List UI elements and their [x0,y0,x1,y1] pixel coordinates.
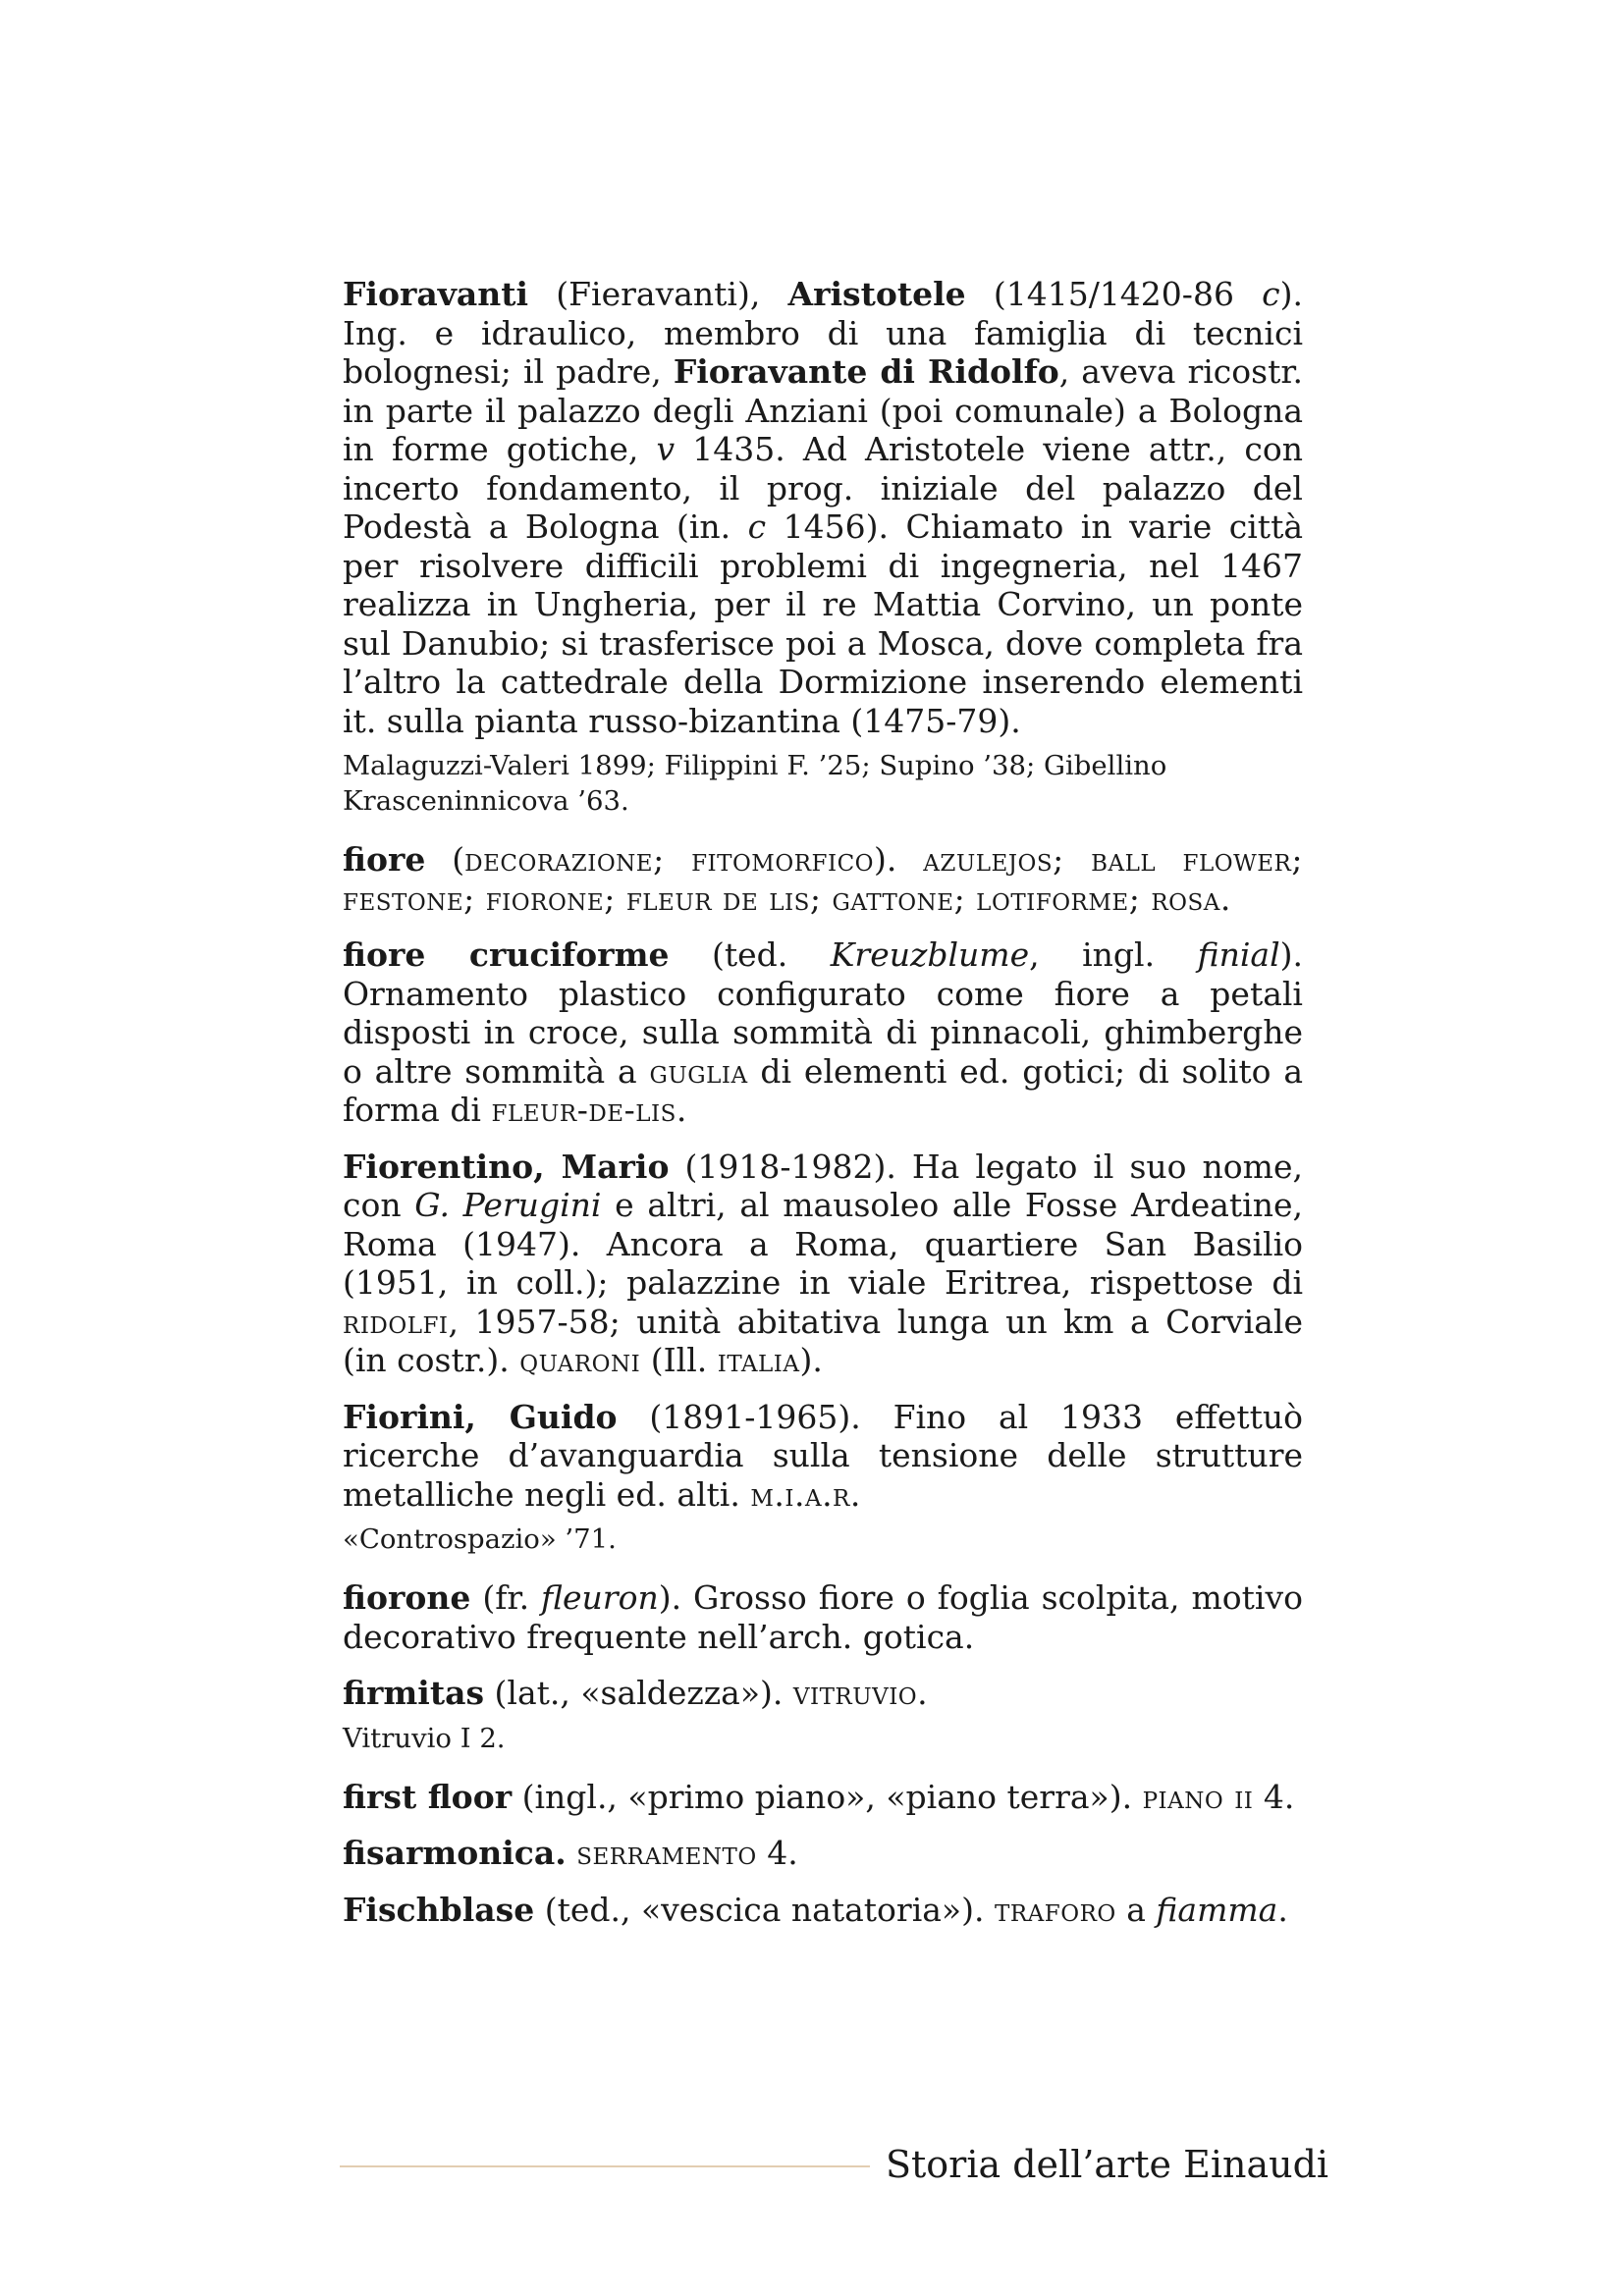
entry-text: , ingl. [1029,935,1198,974]
entry-text: di elementi ed. gotici; di solito a forma di [343,1051,1303,1129]
bibliography-fiorini: «Controspazio» ’71. [343,1523,617,1555]
dictionary-page-body [343,275,1303,1947]
entry-text: ). [799,1341,823,1379]
entry-fiorentino [343,1148,1303,1380]
headword: firmitas [343,1674,485,1712]
cross-reference: decorazione; fitomorfico [464,840,875,879]
entry-text: ). Grosso fiore o foglia scolpita, motivo decorativo frequente nell’arch. gotica. [343,1578,1303,1656]
entry-text: 4. [756,1834,798,1872]
entry-text [567,1834,577,1872]
cross-reference: guglia [649,1051,748,1091]
entry-text: (1918-1982). Ha legato il suo nome, con [343,1147,1303,1224]
entry-text: . [676,1091,687,1129]
bibliography-fioravanti: Malaguzzi-Valeri 1899; Filippini F. ’25; Supino ’38; Gibellino Krasceninnicova ’63. [343,750,1167,817]
entry-text: (ted., «vescica natatoria»). [534,1890,995,1929]
entry-fiorini [343,1398,1303,1515]
entry-text: (lat., «saldezza»). [484,1674,793,1712]
entry-text: , 1957-58; unità abitativa lunga un km a Corviale (in costr.). [343,1302,1303,1379]
entry-text: ). Ing. e idraulico, membro di una famiglia di tecnici bolognesi; il padre, [343,275,1303,391]
bibliography-firmitas: Vitruvio I 2. [343,1722,506,1754]
entry-fiore-cruciforme [343,935,1303,1130]
entry-text: 4. [1253,1777,1295,1816]
entry-text: (ingl., «primo piano», «piano terra»). [512,1777,1143,1816]
headword: fiore [343,840,426,879]
headword: fiore cruciforme [343,935,670,974]
headword: Fiorini, Guido [343,1397,618,1436]
italic-text: c [1262,275,1280,313]
headword: Fischblase [343,1890,535,1929]
entry-fiorone [343,1578,1303,1656]
footer-rule [340,2165,870,2167]
italic-text: Kreuzblume [830,935,1030,974]
entry-text: (fr. [470,1578,542,1617]
headword: Fioravanti [343,275,529,313]
cross-reference: serramento [576,1834,757,1872]
cross-reference: italia [717,1341,800,1379]
cross-reference: vitruvio [792,1674,918,1712]
cross-reference: m.i.a.r. [750,1474,861,1514]
cross-reference: piano ii [1142,1777,1254,1816]
entry-text: (1415/1420-86 [965,275,1263,313]
entry-text: . [1219,879,1231,918]
headword: Fioravante di Ridolfo [673,352,1059,391]
entry-firmitas [343,1674,1303,1713]
headword: fiorone [343,1578,471,1617]
italic-text: v [656,430,676,468]
entry-text: e altri, al mausoleo alle Fosse Ardeatine, Roma (1947). Ancora a Roma, quartiere San Basilio (1951, in coll.); palazzine in viale Eritrea, rispettose di [343,1186,1303,1302]
entry-text: . [917,1674,928,1712]
entry-text: . [1277,1890,1288,1929]
entry-text: ( [425,840,465,879]
cross-reference: azulejos; ball flower; festone; fiorone; fleur de lis; gattone; lotiforme; rosa [343,840,1303,918]
italic-text: G. Perugini [414,1186,602,1224]
cross-reference: fleur-de-lis [491,1091,676,1129]
italic-text: c [747,507,767,546]
cross-reference: quaroni [519,1341,641,1379]
entry-text: ). Ornamento plastico configurato come fiore a petali disposti in croce, sulla sommità di pinnacoli, ghimberghe o altre sommità a [343,935,1303,1091]
entry-text: ). [874,840,924,879]
headword: Aristotele [787,275,966,313]
entry-text: 1435. Ad Aristotele viene attr., con incerto fondamento, il prog. iniziale del palazzo del Podestà a Bologna (in. [343,430,1303,546]
entry-text: (Fieravanti), [528,275,788,313]
italic-text: fiamma [1156,1890,1278,1929]
entry-text: a [1115,1890,1157,1929]
entry-text: (Ill. [640,1341,718,1379]
headword: Fiorentino, Mario [343,1147,670,1186]
entry-text: 1456). Chiamato in varie città per risolvere difficili problemi di ingegneria, nel 1467 realizza in Ungheria, per il re Mattia Corvino, un ponte sul Danubio; si trasferisce poi a Mosca, dove completa fra l’altro la cattedrale della Dormizione inserendo elementi it. sulla pianta russo-bizantina (1475-79). [343,507,1304,740]
entry-fischblase [343,1891,1303,1930]
entry-text: (1891-1965). Fino al 1933 effettuò ricerche d’avanguardia sulla tensione delle strutture metalliche negli ed. alti. [343,1397,1303,1514]
entry-fioravanti [343,275,1303,740]
cross-reference: ridolfi [343,1302,449,1341]
entry-fisarmonica [343,1834,1303,1873]
entry-text: (ted. [669,935,831,974]
cross-reference: traforo [994,1890,1116,1929]
footer-publisher: Storia dell’arte Einaudi [886,2143,1329,2186]
entry-first-floor [343,1778,1303,1817]
entry-text: , aveva ricostr. in parte il palazzo degli Anziani (poi comunale) a Bologna in forme gotiche, [343,352,1303,468]
headword: first floor [343,1777,513,1816]
headword: fisarmonica. [343,1834,567,1872]
entry-fiore [343,840,1303,918]
italic-text: finial [1197,935,1280,974]
italic-text: fleuron [541,1578,659,1617]
